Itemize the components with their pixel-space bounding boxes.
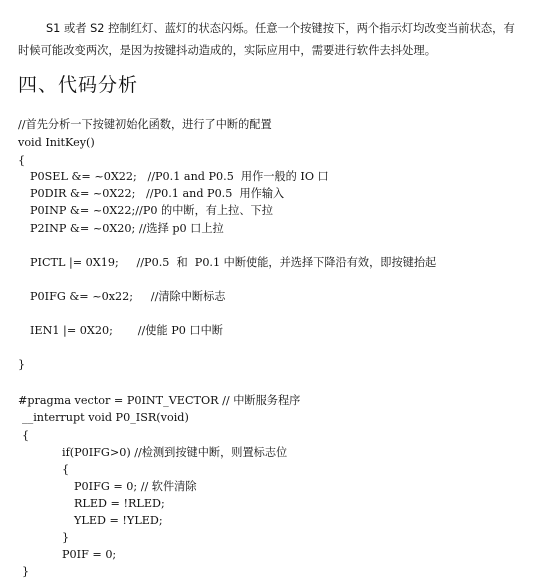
code-line: PICTL |= 0X19; //P0.5 和 P0.1 中断使能，并选择下降沿有效，即按键抬起 — [30, 256, 437, 269]
code-line: YLED = !YLED; — [74, 514, 163, 527]
code-line: P0SEL &= ~0X22; //P0.1 and P0.5 用作一般的 IO 口 — [30, 170, 329, 183]
section-heading: 四、代码分析 — [18, 74, 139, 96]
code-line: __interrupt void P0_ISR(void) — [22, 411, 189, 424]
code-line: } — [62, 531, 70, 544]
code-line: if(P0IFG>0) //检测到按键中断，则置标志位 — [62, 446, 288, 459]
code-line: P0INP &= ~0X22;//P0 的中断，有上拉、下拉 — [30, 204, 273, 217]
code-line: P0IF = 0; — [62, 548, 117, 561]
code-line: { — [22, 429, 30, 442]
code-line: RLED = !RLED; — [74, 497, 165, 510]
code-comment-line: //首先分析一下按键初始化函数，进行了中断的配置 — [18, 118, 272, 131]
code-line: { — [62, 463, 70, 476]
code-line: IEN1 |= 0X20; //使能 P0 口中断 — [30, 324, 223, 337]
code-line: } — [18, 358, 26, 371]
code-line: } — [22, 565, 30, 578]
paragraph-line-1: S1 或者 S2 控制红灯、蓝灯的状态闪烁。任意一个按键按下，两个指示灯均改变当前状态，有 — [46, 22, 515, 35]
code-line: P0IFG = 0; // 软件清除 — [74, 480, 197, 493]
code-line: P2INP &= ~0X20; //选择 p0 口上拉 — [30, 222, 224, 235]
code-line: void InitKey() — [18, 136, 95, 149]
code-line: #pragma vector = P0INT_VECTOR // 中断服务程序 — [18, 394, 301, 407]
code-line: { — [18, 154, 26, 167]
paragraph-line-2: 时候可能改变两次，是因为按键抖动造成的，实际应用中，需要进行软件去抖处理。 — [18, 44, 436, 57]
intro-paragraph — [18, 18, 532, 62]
code-line: P0DIR &= ~0X22; //P0.1 and P0.5 用作输入 — [30, 187, 285, 200]
code-line: P0IFG &= ~0x22; //清除中断标志 — [30, 290, 226, 303]
